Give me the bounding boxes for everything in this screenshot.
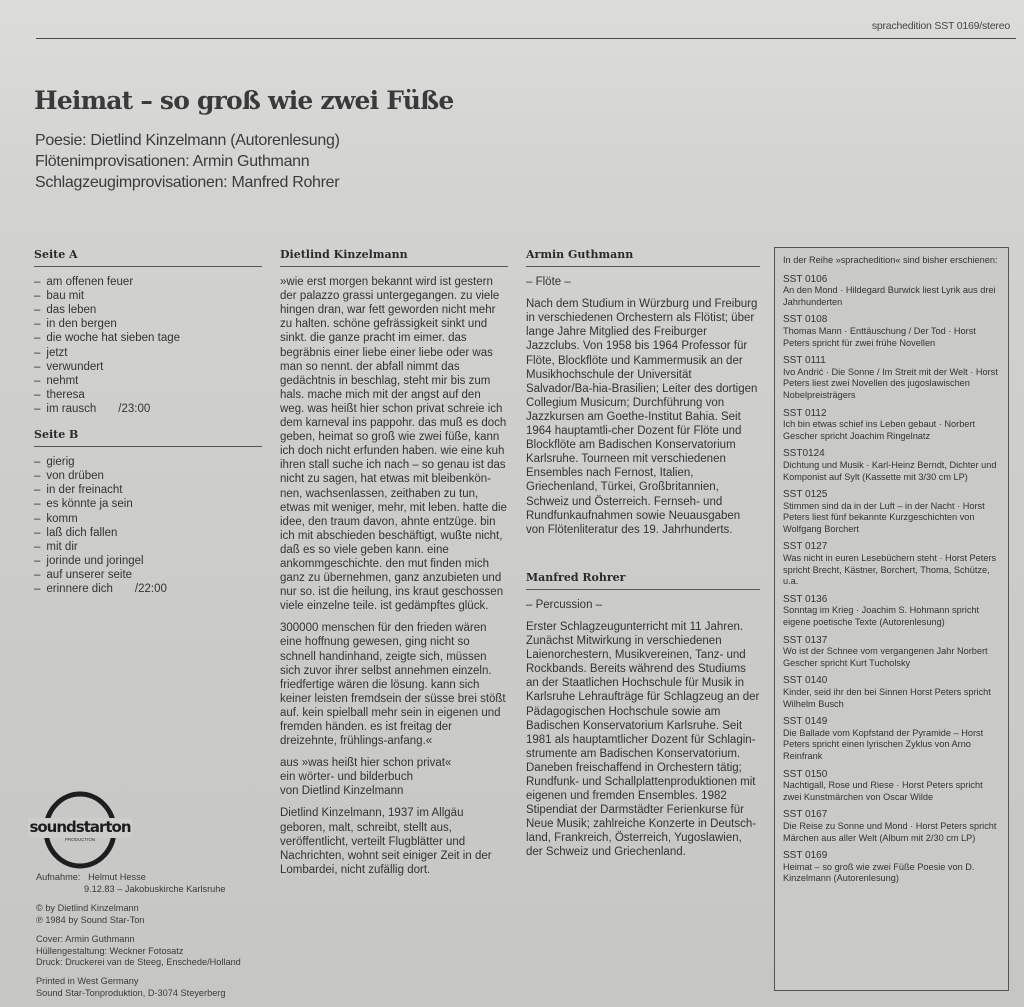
logo-ring-icon — [28, 790, 138, 870]
track-item — [34, 275, 262, 289]
catalog-description: Stimmen sind da in der Luft – in der Nacht · Horst Peters liest fünf bekannte Kurzgeschichten von Wolfgang Borchert — [783, 500, 985, 534]
source-line: von Dietlind Kinzelmann — [280, 785, 404, 798]
catalog-list — [783, 274, 1000, 885]
track-item — [34, 374, 262, 388]
track-title: laß dich fallen — [46, 526, 118, 539]
guthmann-role: – Flöte – — [526, 276, 571, 289]
track-item — [34, 331, 262, 345]
recording-label: Aufnahme: — [36, 872, 81, 882]
track-item — [34, 554, 262, 568]
catalog-code: SST0124 — [783, 448, 825, 460]
track-item — [34, 483, 262, 497]
dash-bullet: – — [34, 346, 41, 359]
catalog-description: Ich bin etwas schief ins Leben gebaut · Norbert Gescher spricht Joachim Ringelnatz — [783, 419, 976, 441]
poem-part-1: »wie erst morgen bekannt wird ist gestern der palazzo grassi untergegangen. zu viele hingen dran, war fett geworden nicht mehr zu halten. schöne gefrässigkeit sinkt und sinkt. die ganze pracht im eimer. das begräbnis einer liebe einer liebe oder was man so nennt. der abfall nimmt das gedächtnis in beschlag, steht mir bis zum hals. mache mich mit der angst auf den weg. was heißt hier schon privat schreie ich dem karneval ins pappohr. das muß es doch geben, heimat so groß wie zwei füße, kann ich doch nicht erfunden haben. wie eine kuh ihren stall suche ich nach – so genau ist das nicht zu sagen, hat etwas mit bleibenkön-nen, wachsenlassen, zeithaben zu tun, etwas mit weniger, mehr, mit leben. hatte die idee, den traum davon, ahnte entzüge. bin ich mit abschieden beschäftigt, wußte nicht, daß es so viele geben kann. eine ankommgeschichte. den mut finden mich ganz zu übernehmen, ganz anzubieten und nur so. ist die heilung, ins kraut geschossen viele einzelne teile. ist gedämpftes glück. — [280, 276, 507, 613]
catalog-code: SST 0167 — [783, 809, 828, 821]
series-label: sprachedition SST 0169/stereo — [871, 20, 1010, 32]
rohrer-role: – Percussion – — [526, 598, 603, 611]
credit-flute: Flötenimprovisationen: Armin Guthmann — [35, 153, 310, 170]
catalog-item — [783, 448, 1000, 483]
track-title: nehmt — [46, 374, 79, 387]
kinzelmann-heading: Dietlind Kinzelmann — [280, 248, 508, 267]
dash-bullet: – — [34, 512, 41, 525]
catalog-code: SST 0106 — [783, 273, 828, 285]
dash-bullet: – — [34, 290, 41, 303]
track-item — [34, 455, 262, 469]
catalog-item — [783, 809, 1000, 844]
track-title: in den bergen — [46, 318, 117, 331]
side-b-tracks — [34, 455, 262, 596]
dash-bullet: – — [34, 304, 41, 317]
logo-wordmark: soundstarton — [29, 818, 131, 836]
track-title: das leben — [46, 304, 97, 317]
dash-bullet: – — [34, 540, 41, 553]
track-item — [34, 540, 262, 554]
track-item — [34, 512, 262, 526]
track-item — [34, 497, 262, 511]
dash-bullet: – — [34, 318, 41, 331]
track-title: jorinde und joringel — [46, 554, 144, 567]
track-item — [34, 582, 262, 596]
credit-percussion: Schlagzeugimprovisationen: Manfred Rohrer — [35, 174, 340, 191]
catalog-code: SST 0140 — [783, 675, 828, 687]
catalog-code: SST 0108 — [783, 314, 828, 326]
printed-in: Printed in West Germany — [36, 976, 139, 986]
track-title: erinnere dich — [46, 582, 113, 595]
dash-bullet: – — [34, 498, 41, 511]
catalog-item — [783, 274, 1000, 309]
source-line: ein wörter- und bilderbuch — [280, 771, 413, 784]
catalog-code: SST 0137 — [783, 634, 828, 646]
poem-part-2: 300000 menschen für den frieden wären eine hoffnung gewesen, ging nicht so schnell handinhand, zeigte sich, müssen sich zuvor ihrer selbst annehmen einzeln. friedfertige wären die lösung. kann sich keiner leisten fremdsein der süsse brei stößt auf. kein spielball mehr sein in eigenen und fremden händen. es ist freitag der dreizehnte, frühlings-anfang.« — [280, 622, 506, 748]
track-title: am offenen feuer — [46, 276, 134, 289]
catalog-item — [783, 314, 1000, 349]
track-title: komm — [46, 512, 78, 525]
recording-detail: 9.12.83 – Jakobuskirche Karlsruhe — [84, 883, 226, 894]
catalog-description: Sonntag im Krieg · Joachim S. Hohmann spricht eigene poetische Texte (Autorenlesung) — [783, 605, 980, 628]
catalog-description: Was nicht in euren Lesebüchern steht · Horst Peters spricht Brecht, Kästner, Borchert, Thoma, Schütze, u.a. — [783, 553, 997, 587]
track-title: gierig — [46, 456, 75, 469]
design-credit: Hüllengestaltung: Weckner Fotosatz — [36, 945, 184, 956]
album-title: Heimat – so groß wie zwei Füße — [34, 86, 454, 115]
track-title: im rausch — [46, 402, 97, 415]
side-a-heading: Seite A — [34, 248, 262, 267]
kinzelmann-section — [280, 248, 508, 885]
catalog-code: SST 0150 — [783, 768, 828, 780]
catalog-description: Thomas Mann · Enttäuschung / Der Tod · Horst Peters spricht für zwei frühe Novellen — [783, 325, 976, 348]
catalog-item — [783, 408, 1000, 443]
series-catalog-box — [774, 247, 1009, 991]
copyright-line: © by Dietlind Kinzelmann — [36, 903, 139, 913]
track-item — [34, 317, 262, 331]
track-title: von drüben — [46, 470, 104, 483]
track-item — [34, 568, 262, 582]
cover-credit: Cover: Armin Guthmann — [36, 934, 135, 944]
dash-bullet: – — [34, 456, 41, 469]
dash-bullet: – — [34, 332, 41, 345]
recording-credits — [36, 872, 225, 895]
track-item — [34, 469, 262, 483]
catalog-code: SST 0127 — [783, 541, 828, 553]
recording-engineer: Helmut Hesse — [88, 872, 146, 882]
catalog-code: SST 0125 — [783, 489, 828, 501]
catalog-description: Dichtung und Musik · Karl-Heinz Berndt, Dichter und Komponist auf Sylt (Kassette mit 3/30 cm LP) — [783, 459, 997, 482]
track-title: die woche hat sieben tage — [46, 332, 181, 345]
catalog-description: Heimat – so groß wie zwei Füße Poesie von D. Kinzelmann (Autorenlesung) — [783, 861, 975, 884]
catalog-description: Ivo Andrić · Die Sonne / Im Streit mit der Welt · Horst Peters liest zwei Novellen des jugoslawischen Nobelpreisträgers — [783, 366, 998, 400]
catalog-item — [783, 541, 1000, 587]
dash-bullet: – — [34, 582, 41, 595]
copyright-block — [36, 903, 144, 926]
catalog-intro: In der Reihe »sprachedition« sind bisher erschienen: — [783, 255, 998, 265]
catalog-code: SST 0149 — [783, 716, 828, 728]
catalog-description: An den Mond · Hildegard Burwick liest Lyrik aus drei Jahrhunderten — [783, 285, 996, 307]
catalog-item — [783, 489, 1000, 535]
print-credit: Druck: Druckerei van de Steeg, Enschede/Holland — [36, 957, 241, 968]
side-a-tracks — [34, 275, 262, 416]
track-item — [34, 360, 262, 374]
dash-bullet: – — [34, 470, 41, 483]
side-duration: /23:00 — [118, 402, 151, 415]
credit-poetry: Poesie: Dietlind Kinzelmann (Autorenlesung) — [35, 132, 340, 149]
catalog-item — [783, 716, 1000, 762]
rohrer-heading: Manfred Rohrer — [526, 571, 760, 590]
phonogram-line: ℗ 1984 by Sound Star-Ton — [36, 914, 145, 925]
tracklist — [34, 248, 262, 596]
dash-bullet: – — [34, 402, 41, 415]
dash-bullet: – — [34, 568, 41, 581]
sound-star-ton-logo — [28, 790, 138, 870]
track-title: theresa — [46, 388, 85, 401]
source-line: aus »was heißt hier schon privat« — [280, 757, 452, 770]
catalog-description: Nachtigall, Rose und Riese · Horst Peters spricht zwei Kunstmärchen von Oscar Wilde — [783, 780, 983, 802]
track-item — [34, 303, 262, 317]
dash-bullet: – — [34, 526, 41, 539]
dash-bullet: – — [34, 484, 41, 497]
track-title: in der freinacht — [46, 484, 123, 497]
guthmann-bio: Nach dem Studium in Würzburg und Freiburg in verschiedenen Orchestern als Flötist; über lange Jahre Mitglied des Freiburger Jazzclubs. Von 1958 bis 1964 Professor für Flöte, Blockflöte und Kammermusik an der Musikhochschule der Universität Salvador/Ba-hia-Brasilien; Leiter des dortigen Collegium Musicum; Durchführung von Jazzkursen am Goethe-Institut Bahia. Seit 1964 hauptamtli-cher Dozent für Flöte und Blockflöte am Badischen Konservatorium Karlsruhe. Tourneen mit verschiedenen Ensembles nach Fernost, Italien, Griechenland, Türkei, Großbritannien, Schweiz und Österreich. Fernseh- und Rundfunkaufnahmen sowie Neuausgaben von Flötenliteratur des 19. Jahrhunderts. — [526, 298, 758, 536]
catalog-code: SST 0112 — [783, 407, 827, 419]
poem-source — [280, 756, 508, 798]
dash-bullet: – — [34, 388, 41, 401]
dash-bullet: – — [34, 276, 41, 289]
publisher-block — [36, 976, 225, 999]
side-duration: /22:00 — [134, 582, 167, 595]
catalog-description: Wo ist der Schnee vom vergangenen Jahr Norbert Gescher spricht Kurt Tucholsky — [783, 646, 988, 668]
kinzelmann-bio: Dietlind Kinzelmann, 1937 im Allgäu geboren, malt, schreibt, stellt aus, veröffentlicht, verteilt Flugblätter und Nachrichten, wohnt seit einiger Zeit in der Lombardei, nicht zufällig dort. — [280, 807, 492, 876]
track-item — [34, 526, 262, 540]
track-title: auf unserer seite — [46, 568, 133, 581]
track-item — [34, 388, 262, 402]
catalog-item — [783, 675, 1000, 710]
side-b-heading: Seite B — [34, 428, 262, 447]
production-credits — [36, 934, 241, 969]
catalog-item — [783, 769, 1000, 804]
catalog-description: Die Reise zu Sonne und Mond · Horst Peters spricht Märchen aus aller Welt (Album mit 2/30 cm LP) — [783, 820, 997, 843]
track-item — [34, 346, 262, 360]
dash-bullet: – — [34, 360, 41, 373]
catalog-code: SST 0111 — [783, 355, 826, 367]
catalog-description: Die Ballade vom Kopfstand der Pyramide – Horst Peters spricht einen lyrischen Zyklus von Arno Reinfrank — [783, 727, 984, 761]
track-title: mit dir — [46, 540, 78, 553]
musicians-section — [526, 248, 760, 868]
catalog-item — [783, 594, 1000, 629]
track-title: bau mit — [46, 290, 85, 303]
top-divider — [36, 38, 1016, 39]
track-item — [34, 402, 262, 416]
track-title: jetzt — [46, 346, 68, 359]
album-credits — [35, 130, 340, 193]
catalog-code: SST 0136 — [783, 593, 828, 605]
track-title: verwundert — [46, 360, 104, 373]
catalog-item — [783, 355, 1000, 401]
track-item — [34, 289, 262, 303]
dash-bullet: – — [34, 374, 41, 387]
catalog-item — [783, 635, 1000, 670]
track-title: es könnte ja sein — [46, 498, 133, 511]
catalog-item — [783, 850, 1000, 885]
logo-subline: PRODUCTION — [64, 837, 96, 842]
publisher-address: Sound Star-Tonproduktion, D-3074 Steyerberg — [36, 987, 226, 998]
rohrer-bio: Erster Schlagzeugunterricht mit 11 Jahren. Zunächst Mitwirkung in verschiedenen Laienorchestern, Musikvereinen, Tanz- und Rockbands. Bereits während des Studiums an der Staatlichen Hochschule für Musik in Karlsruhe Lehraufträge für Schlagzeug an der Pädagogischen Hochschule sowie am Badischen Konservatorium Karlsruhe. Seit 1981 als hauptamtlicher Dozent für Schlagin-strumente am Badischen Konservatorium. Daneben freischaffend in Orchestern tätig; Rundfunk- und Schallplattenproduktionen mit eigenen und fremden Ensembles. 1982 Stipendiat der Darmstädter Ferienkurse für Neue Musik; zahlreiche Konzerte in Deutsch-land, Frankreich, Österreich, Yugoslawien, der Schweiz und Griechenland. — [526, 620, 760, 859]
guthmann-heading: Armin Guthmann — [526, 248, 760, 267]
catalog-description: Kinder, seid ihr den bei Sinnen Horst Peters spricht Wilhelm Busch — [783, 687, 991, 709]
dash-bullet: – — [34, 554, 41, 567]
catalog-code: SST 0169 — [783, 850, 828, 862]
